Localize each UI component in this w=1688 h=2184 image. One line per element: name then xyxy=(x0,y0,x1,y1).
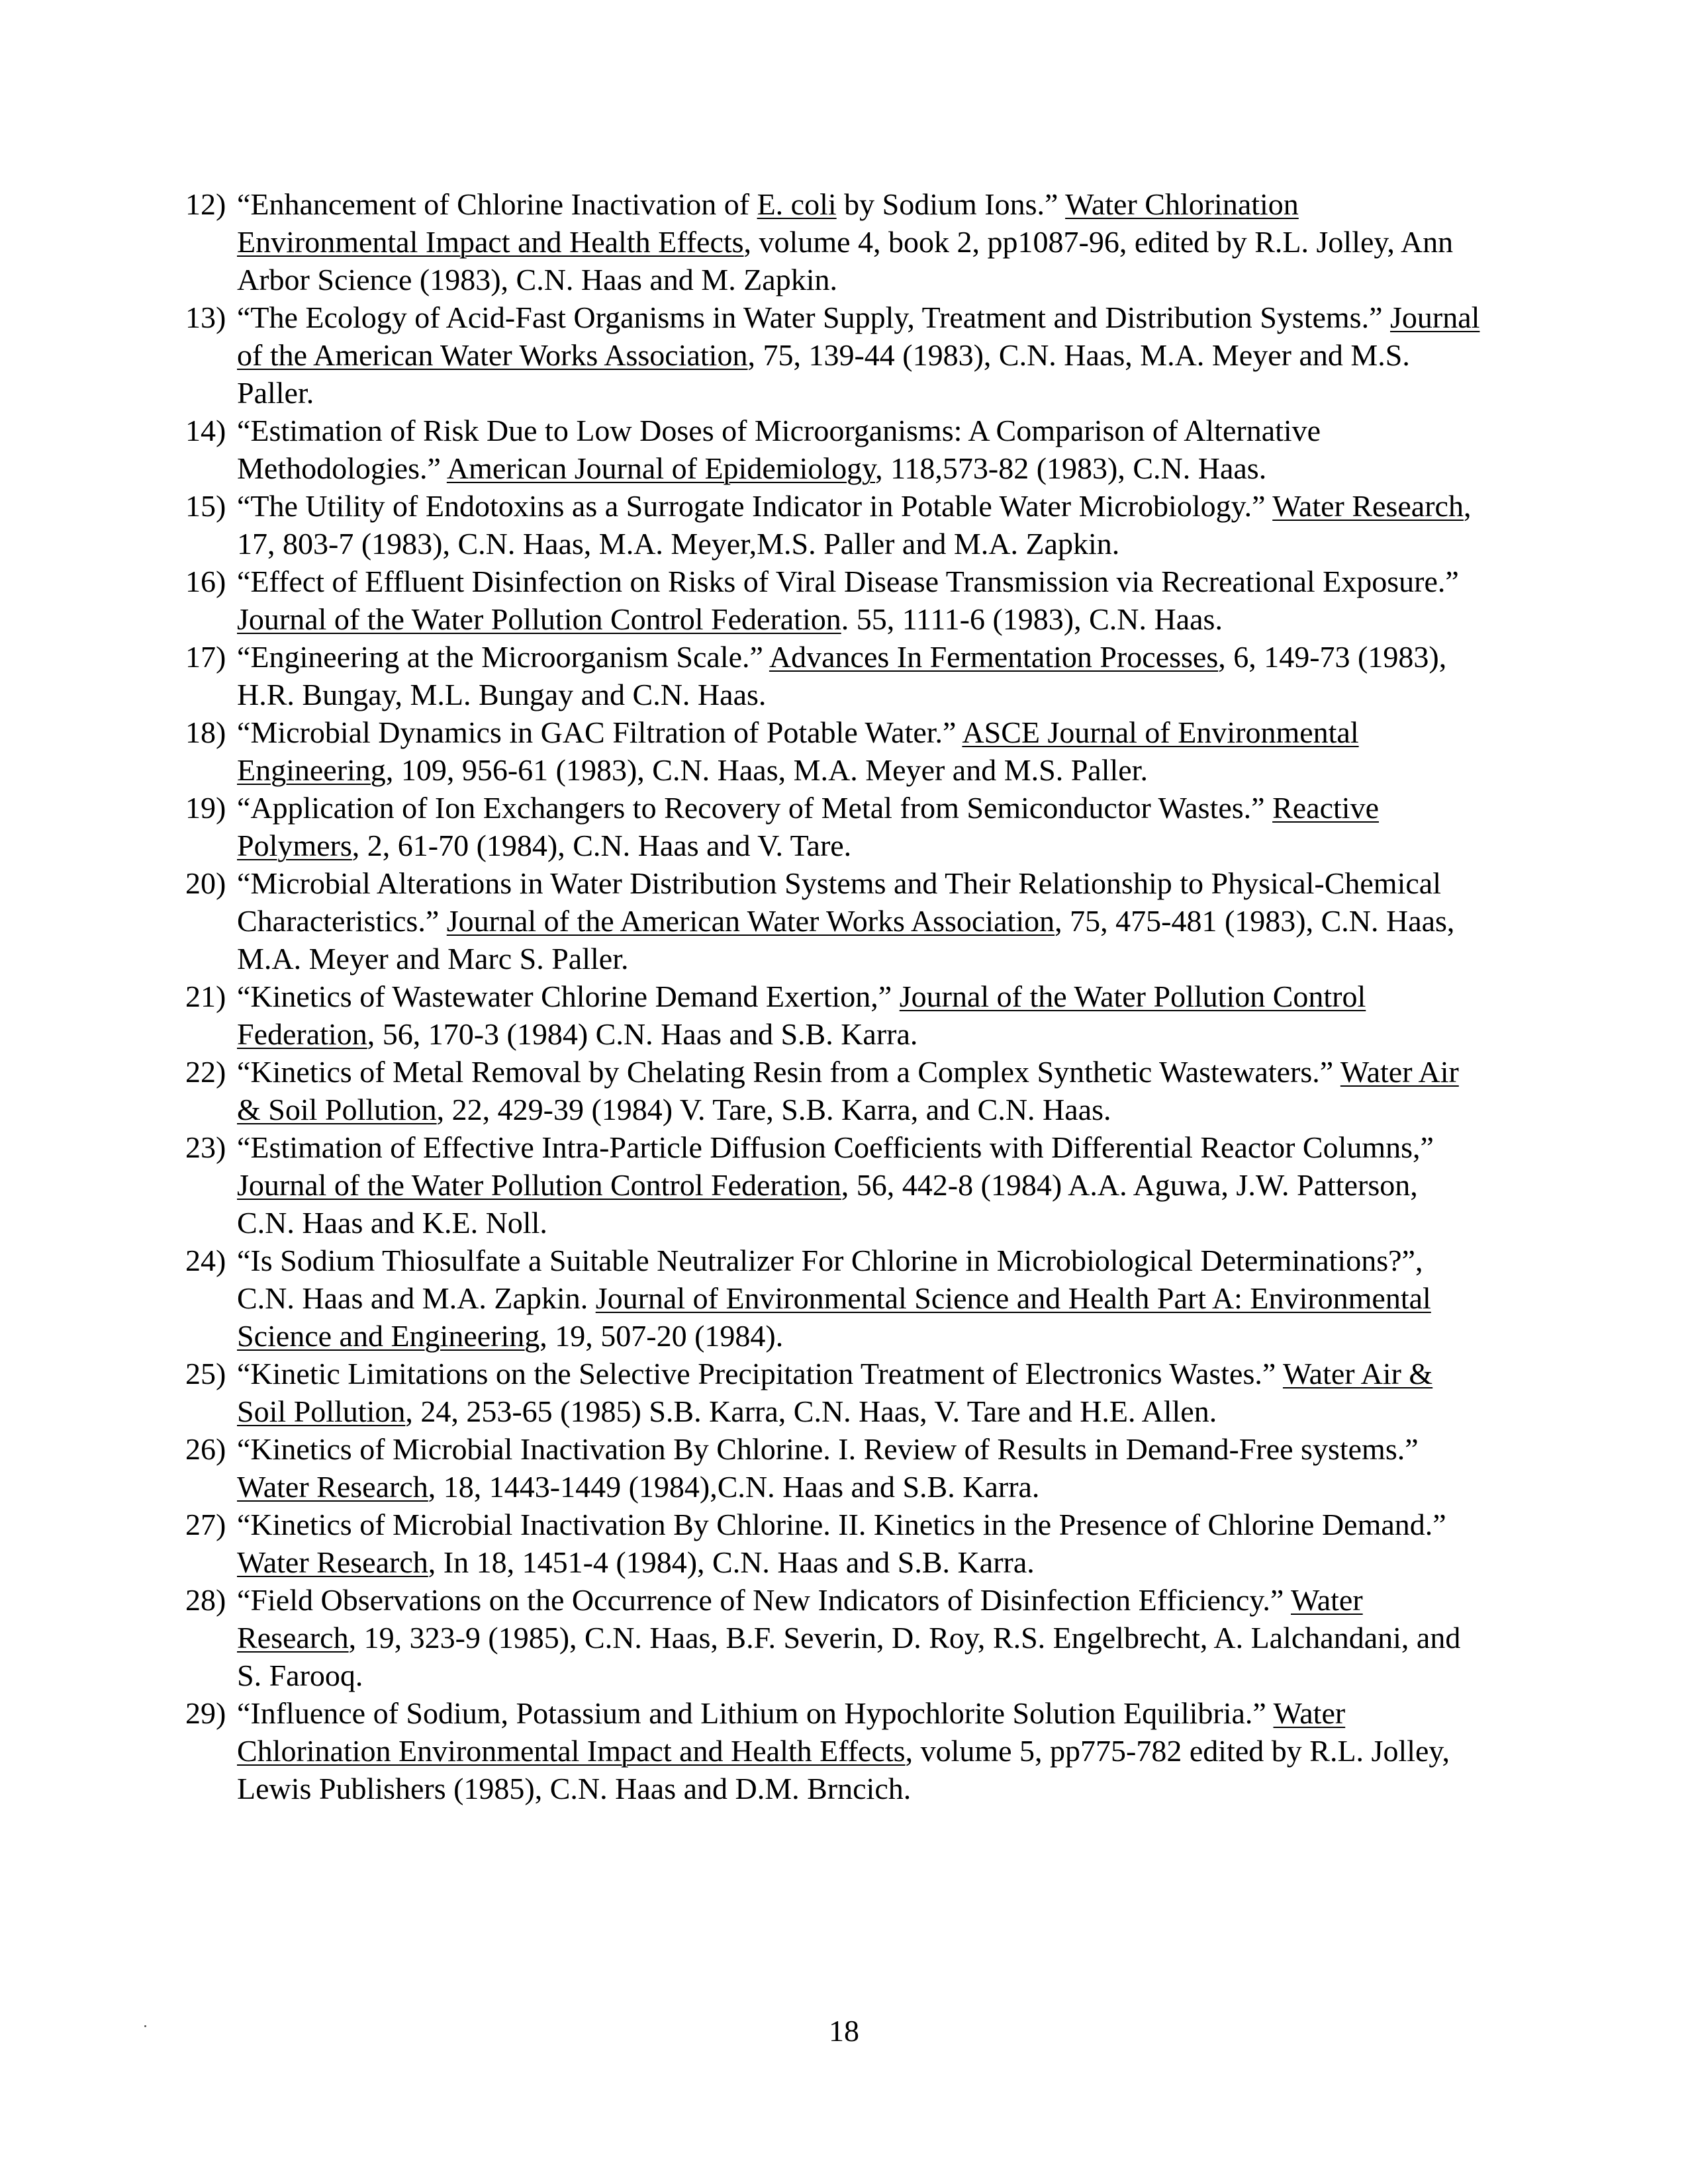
citation-text: “Kinetics of Metal Removal by Chelating Resin from a Complex Synthetic Wastewaters.” xyxy=(237,1055,1340,1089)
citation-text: “Kinetics of Microbial Inactivation By Chlorine. II. Kinetics in the Presence of Chlorine Demand.” xyxy=(237,1508,1446,1541)
reference-item xyxy=(185,1430,1483,1506)
citation-text: , 109, 956-61 (1983), C.N. Haas, M.A. Meyer and M.S. Paller. xyxy=(385,753,1148,787)
reference-item xyxy=(185,1242,1483,1355)
citation-text: “Kinetics of Microbial Inactivation By Chlorine. I. Review of Results in Demand-Free systems.” xyxy=(237,1432,1419,1466)
citation-text: , volume 4, book 2, pp1087-96, edited by R.L. Jolley, Ann Arbor Science (1983), C.N. Haas and M. Zapkin. xyxy=(237,225,1454,296)
citation-text: “Estimation of Risk Due to Low Doses of Microorganisms: A Comparison of Alternative Methodologies.” xyxy=(237,414,1321,485)
publication-title: Water Air & Soil Pollution xyxy=(237,1055,1459,1126)
citation-text: , 75, 139-44 (1983), C.N. Haas, M.A. Meyer and M.S. Paller. xyxy=(237,338,1410,410)
reference-text xyxy=(237,1583,1460,1692)
publication-title: Water Air & Soil Pollution xyxy=(237,1357,1433,1428)
reference-text xyxy=(237,187,1453,296)
citation-text: , In 18, 1451-4 (1984), C.N. Haas and S.B. Karra. xyxy=(428,1545,1035,1579)
reference-item xyxy=(185,487,1483,563)
publication-title: Water Research xyxy=(237,1470,428,1504)
publication-title: Journal of the Water Pollution Control Federation xyxy=(237,1168,841,1202)
reference-item xyxy=(185,638,1483,713)
reference-text xyxy=(237,640,1446,711)
citation-text: , 56, 170-3 (1984) C.N. Haas and S.B. Karra. xyxy=(367,1017,918,1051)
citation-text: “Microbial Alterations in Water Distribution Systems and Their Relationship to Physical-Chemical Characteristics.” xyxy=(237,866,1441,938)
reference-text xyxy=(237,1130,1434,1240)
publication-title: E. coli xyxy=(757,187,837,221)
reference-number: 25) xyxy=(185,1357,226,1390)
citation-text: “Is Sodium Thiosulfate a Suitable Neutralizer For Chlorine in Microbiological Determinations?”, C.N. Haas and M.A. Zapkin. xyxy=(237,1244,1423,1315)
citation-text: , 6, 149-73 (1983), H.R. Bungay, M.L. Bungay and C.N. Haas. xyxy=(237,640,1447,711)
reference-text xyxy=(237,1508,1446,1579)
citation-text: , 24, 253-65 (1985) S.B. Karra, C.N. Haas, V. Tare and H.E. Allen. xyxy=(405,1394,1217,1428)
reference-text xyxy=(237,1244,1431,1353)
citation-text: “The Utility of Endotoxins as a Surrogate Indicator in Potable Water Microbiology.” xyxy=(237,489,1273,523)
reference-item xyxy=(185,1506,1483,1581)
reference-text xyxy=(237,866,1454,976)
reference-number: 17) xyxy=(185,640,226,674)
reference-number: 20) xyxy=(185,866,226,900)
reference-item xyxy=(185,1053,1483,1128)
reference-text xyxy=(237,979,1366,1051)
citation-text: by Sodium Ions.” xyxy=(836,187,1066,221)
reference-number: 29) xyxy=(185,1696,226,1730)
citation-text: , 2, 61-70 (1984), C.N. Haas and V. Tare. xyxy=(352,829,852,862)
citation-text: , 19, 323-9 (1985), C.N. Haas, B.F. Severin, D. Roy, R.S. Engelbrecht, A. Lalchandani, and S. Farooq. xyxy=(237,1621,1461,1692)
reference-text xyxy=(237,1696,1450,1805)
reference-text xyxy=(237,489,1471,561)
citation-text: , 22, 429-39 (1984) V. Tare, S.B. Karra, and C.N. Haas. xyxy=(436,1093,1111,1126)
reference-text xyxy=(237,1357,1432,1428)
reference-number: 22) xyxy=(185,1055,226,1089)
citation-text: “Enhancement of Chlorine Inactivation of xyxy=(237,187,757,221)
citation-text: “Effect of Effluent Disinfection on Risks of Viral Disease Transmission via Recreational Exposure.” xyxy=(237,565,1459,598)
reference-item xyxy=(185,412,1483,487)
publication-title: Journal of the American Water Works Association xyxy=(237,300,1480,372)
reference-item xyxy=(185,713,1483,789)
reference-text xyxy=(237,1432,1419,1504)
reference-number: 26) xyxy=(185,1432,226,1466)
reference-text xyxy=(237,414,1321,485)
publication-title: Water Research xyxy=(1272,489,1464,523)
reference-item xyxy=(185,978,1483,1053)
reference-item xyxy=(185,298,1483,412)
citation-text: , volume 5, pp775-782 edited by R.L. Jolley, Lewis Publishers (1985), C.N. Haas and D.M. Brncich. xyxy=(237,1734,1450,1805)
reference-number: 19) xyxy=(185,791,226,825)
reference-number: 21) xyxy=(185,979,226,1013)
citation-text: “Kinetics of Wastewater Chlorine Demand Exertion,” xyxy=(237,979,900,1013)
citation-text: “Estimation of Effective Intra-Particle Diffusion Coefficients with Differential Reactor Columns,” xyxy=(237,1130,1434,1164)
citation-text: . 55, 1111-6 (1983), C.N. Haas. xyxy=(841,602,1223,636)
publication-title: Water Research xyxy=(237,1583,1363,1655)
reference-item xyxy=(185,563,1483,638)
reference-number: 28) xyxy=(185,1583,226,1617)
reference-number: 13) xyxy=(185,300,226,334)
reference-text xyxy=(237,791,1379,862)
citation-text: “Application of Ion Exchangers to Recovery of Metal from Semiconductor Wastes.” xyxy=(237,791,1273,825)
publication-title: American Journal of Epidemiology xyxy=(446,451,876,485)
publication-title: ASCE Journal of Environmental Engineering xyxy=(237,715,1359,787)
citation-text: , 18, 1443-1449 (1984),C.N. Haas and S.B. Karra. xyxy=(428,1470,1040,1504)
reference-text xyxy=(237,715,1359,787)
reference-text xyxy=(237,1055,1459,1126)
reference-number: 27) xyxy=(185,1508,226,1541)
reference-item xyxy=(185,1355,1483,1430)
citation-text: , 75, 475-481 (1983), C.N. Haas, M.A. Meyer and Marc S. Paller. xyxy=(237,904,1455,976)
reference-list xyxy=(185,185,1483,1807)
citation-text: “The Ecology of Acid-Fast Organisms in Water Supply, Treatment and Distribution Systems.” xyxy=(237,300,1391,334)
citation-text: “Kinetic Limitations on the Selective Precipitation Treatment of Electronics Wastes.” xyxy=(237,1357,1283,1390)
reference-text xyxy=(237,565,1459,636)
reference-item xyxy=(185,864,1483,978)
citation-text: “Field Observations on the Occurrence of New Indicators of Disinfection Efficiency.” xyxy=(237,1583,1291,1617)
reference-number: 23) xyxy=(185,1130,226,1164)
publication-title: Journal of the American Water Works Association xyxy=(446,904,1055,938)
reference-item xyxy=(185,1128,1483,1242)
citation-text: , 17, 803-7 (1983), C.N. Haas, M.A. Meyer,M.S. Paller and M.A. Zapkin. xyxy=(237,489,1472,561)
citation-text: , 19, 507-20 (1984). xyxy=(539,1319,784,1353)
reference-item xyxy=(185,1694,1483,1807)
reference-number: 15) xyxy=(185,489,226,523)
page-number: 18 xyxy=(829,2014,859,2048)
publication-title: Journal of Environmental Science and Health Part A: Environmental Science and Engineering xyxy=(237,1281,1431,1353)
publication-title: Journal of the Water Pollution Control Federation xyxy=(237,602,841,636)
publication-title: Water Chlorination Environmental Impact and Health Effects xyxy=(237,187,1299,259)
citation-text: , 118,573-82 (1983), C.N. Haas. xyxy=(875,451,1267,485)
publication-title: Water Research xyxy=(237,1545,428,1579)
reference-number: 24) xyxy=(185,1244,226,1277)
publication-title: Journal of the Water Pollution Control Federation xyxy=(237,979,1366,1051)
citation-text: “Influence of Sodium, Potassium and Lithium on Hypochlorite Solution Equilibria.” xyxy=(237,1696,1274,1730)
reference-number: 14) xyxy=(185,414,226,447)
reference-number: 16) xyxy=(185,565,226,598)
publication-title: Water Chlorination Environmental Impact and Health Effects xyxy=(237,1696,1346,1768)
reference-number: 12) xyxy=(185,187,226,221)
reference-number: 18) xyxy=(185,715,226,749)
publication-title: Reactive Polymers xyxy=(237,791,1380,862)
publication-title: Advances In Fermentation Processes xyxy=(769,640,1219,674)
citation-text: “Microbial Dynamics in GAC Filtration of Potable Water.” xyxy=(237,715,962,749)
reference-item xyxy=(185,789,1483,864)
citation-text: “Engineering at the Microorganism Scale.” xyxy=(237,640,769,674)
citation-text: , 56, 442-8 (1984) A.A. Aguwa, J.W. Patterson, C.N. Haas and K.E. Noll. xyxy=(237,1168,1418,1240)
reference-item xyxy=(185,1581,1483,1694)
reference-text xyxy=(237,300,1479,410)
scan-speck xyxy=(144,2025,146,2027)
reference-item xyxy=(185,185,1483,298)
